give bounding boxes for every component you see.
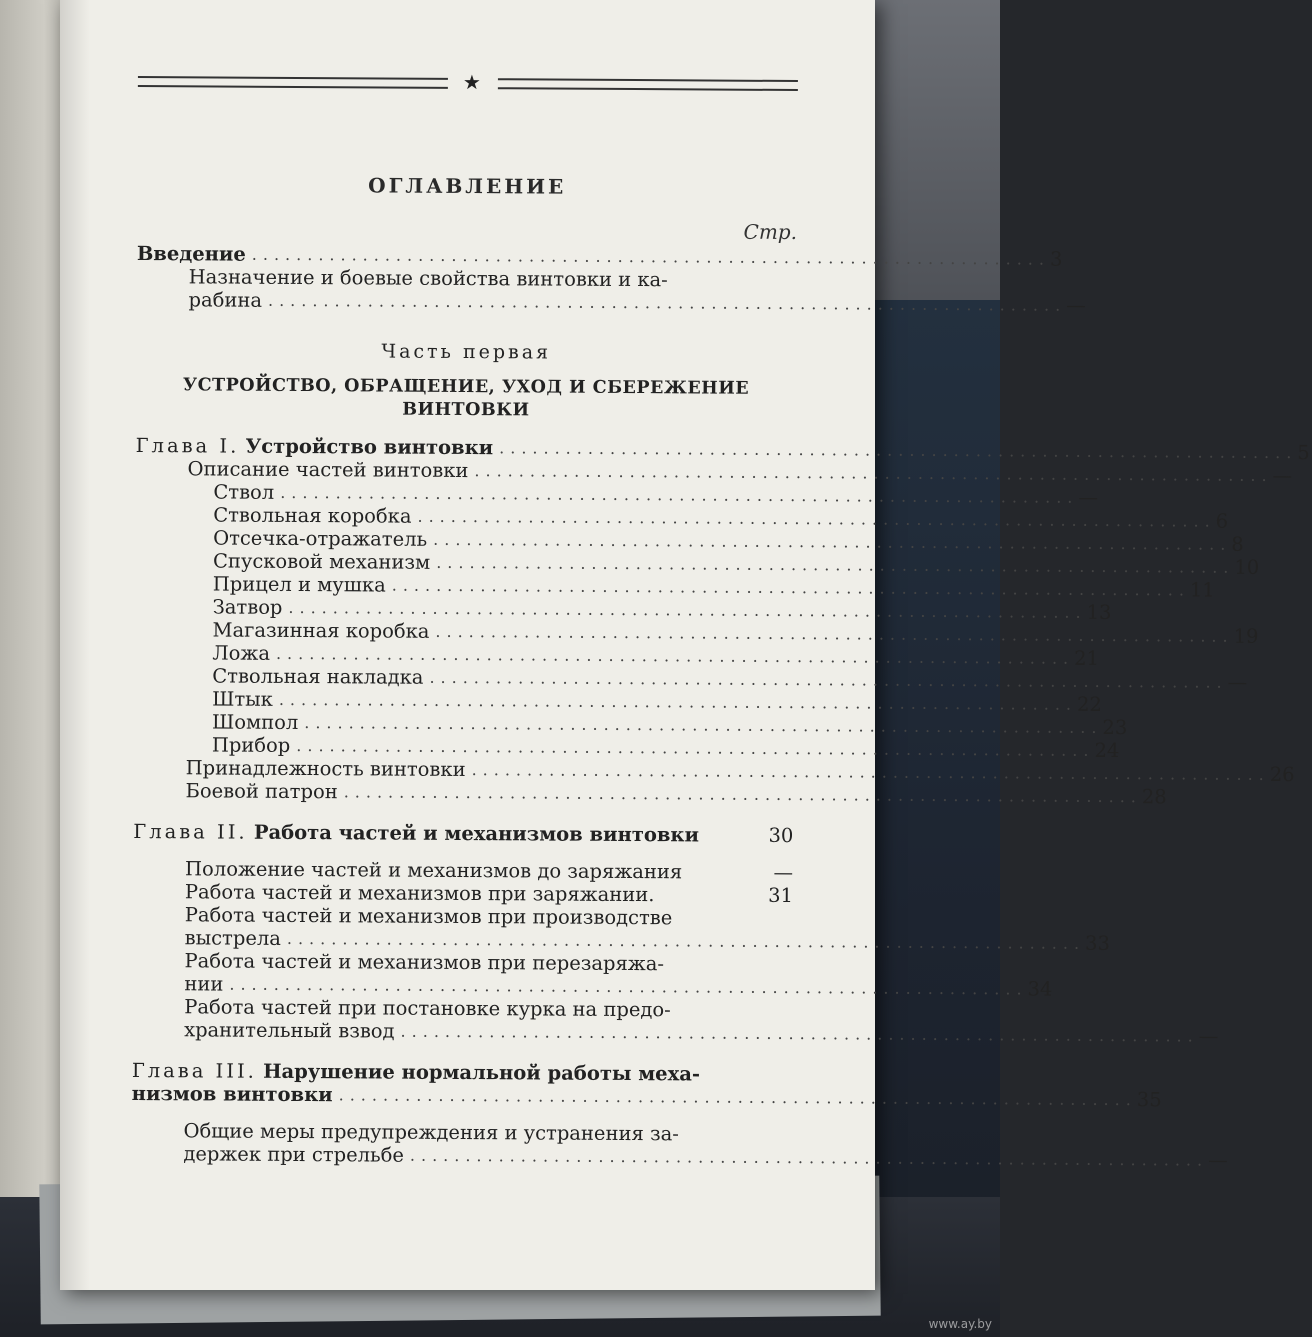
toc-page-number: 31 [768,883,794,908]
toc-entry-text: Спусковой механизм [212,549,431,574]
chapter-title: Работа частей и механизмов винтовки [253,820,700,847]
leader-dots: ........................................................................ [499,438,1298,463]
toc-page-number: 22 [1076,692,1102,716]
toc-chapter-3[interactable] [131,1058,1162,1112]
page-title: ОГЛАВЛЕНИЕ [368,173,567,199]
toc-page-number: 21 [1074,646,1100,670]
part-title-line2: ВИНТОВКИ [402,399,530,421]
chapter-title: Устройство винтовки [245,434,494,460]
toc-chapter-heading [136,434,494,459]
toc-entry-text: Ствол [213,480,275,504]
leader-dots: ........................................................................ [436,552,1235,577]
leader-dots: ........................................................................ [278,689,1078,714]
toc-entry-text-line1: Работа частей и механизмов при перезаряжа- [184,949,665,976]
toc-page-number: — [773,860,794,885]
watermark: www.ay.by [928,1317,992,1331]
toc-entry-text: Ствольная накладка [212,664,424,689]
toc-entry[interactable] [132,949,1053,1001]
chapter-title-line2: низмов винтовки [131,1081,333,1107]
toc-entry-intro-purpose[interactable] [137,265,1086,317]
header-double-rule-left [138,76,448,89]
toc-page-number: 30 [768,823,794,848]
chapter-1-items [134,457,1295,809]
toc-entry-text-line2: рабина [188,288,263,312]
table-background-top [860,0,1000,330]
toc-entry-text-line1: Работа частей при постановке курка на предо- [184,995,671,1022]
toc-entry-text: Прицел и мушка [212,572,386,597]
toc-entry-text: Введение [136,241,246,266]
leader-dots: ........................................................................ [286,928,1086,953]
toc-page-number: 23 [1102,715,1128,740]
leader-dots: ........................................................................ [471,760,1270,784]
toc-entry-text-line2: хранительный взвод [184,1018,395,1043]
leader-dots: ........................................................................ [391,575,1191,600]
toc-entry-text-line2: нии [184,972,224,996]
toc-list [131,241,1310,1172]
toc-page-number: — [1198,1024,1219,1048]
toc-entry-text: Магазинная коробка [212,618,430,643]
leader-dots: ........................................................................ [267,290,1067,315]
toc-entry-text-line1: Работа частей и механизмов при производстве [184,903,673,930]
leader-dots: ........................................................................ [435,621,1234,646]
toc-page-number: 13 [1086,600,1112,624]
toc-entry-text: Боевой патрон [185,779,338,804]
leader-dots: ........................................................................ [304,713,1103,737]
toc-page-number: 26 [1269,762,1295,787]
part-title [136,374,796,424]
toc-entry[interactable] [134,779,1167,809]
toc-entry-text: Ложа [212,641,271,665]
toc-entry-text: Положение частей и механизмов до заряжания [185,857,683,884]
toc-page-number: 10 [1234,555,1260,579]
chapter-prefix: Глава II. [133,819,248,844]
leader-dots: ........................................................................ [417,506,1216,531]
toc-page-number: 8 [1231,532,1244,556]
toc-entry-text: Затвор [212,595,283,619]
star-icon: ★ [462,69,481,95]
leader-dots: ........................................................................ [474,461,1273,485]
toc-entry-text: Работа частей и механизмов при заряжании. [184,880,655,907]
toc-entry-text: Описание частей винтовки [187,457,469,483]
header-double-rule-right [498,78,798,91]
toc-page-number: 34 [1027,977,1053,1001]
leader-dots: ........................................................................ [429,667,1228,692]
toc-content [131,66,1310,1172]
toc-entry-text-line1: Назначение и боевые свойства винтовки и ка- [188,265,668,292]
leader-dots: ........................................................................ [409,1145,1209,1170]
leader-dots: ........................................................................ [229,974,1028,999]
leader-dots: ........................................................................ [343,782,1142,807]
toc-page-number: 3 [1049,247,1063,271]
chapter-title-line1: Нарушение нормальной работы меха- [263,1059,701,1086]
chapter-2-items [132,857,1219,1048]
book-page [60,0,1310,1290]
part-label: Часть первая [381,340,552,364]
leader-dots: ........................................................................ [275,643,1075,668]
toc-page-number: — [1078,485,1098,509]
toc-chapter-2[interactable] [133,820,793,847]
toc-page-number: 28 [1141,785,1167,809]
page-column-label: Стр. [743,219,798,245]
toc-entry[interactable] [133,903,1110,955]
leader-dots: ........................................................................ [433,529,1232,554]
leader-dots: ........................................................................ [280,482,1079,507]
toc-page-number: — [1272,463,1293,488]
header-ornament [138,66,798,100]
leader-dots: ........................................................................ [296,735,1095,760]
toc-entry-text-line1: Общие меры предупреждения и устранения за- [183,1119,679,1146]
chapter-3-items [131,1119,1228,1172]
toc-page-number: — [1066,293,1086,317]
toc-entry-text: Принадлежность винтовки [185,756,466,782]
toc-entry-text: Ствольная коробка [213,503,412,528]
toc-entry-text: Прибор [211,733,291,757]
toc-chapter-heading [133,820,699,846]
chapter-prefix: Глава I. [135,433,240,458]
toc-page-number: 5 [1297,441,1310,465]
toc-entry-text: Отсечка-отражатель [213,526,428,551]
toc-page-number: — [1227,670,1248,694]
toc-page-number: 19 [1233,624,1259,648]
toc-page-number: 6 [1215,509,1229,533]
leader-dots: ........................................................................ [288,597,1087,622]
toc-entry-text-line2: выстрела [184,926,281,950]
toc-page-number: 35 [1136,1088,1162,1112]
toc-entry-text: Штык [212,687,273,711]
toc-page-number: 33 [1085,931,1110,955]
toc-entry[interactable] [132,995,1219,1048]
leader-dots: ........................................................................ [338,1085,1137,1110]
toc-entry[interactable] [131,1119,1228,1172]
toc-entry-text: Шомпол [211,710,299,734]
toc-entry-text-line2: держек при стрельбе [183,1142,405,1167]
toc-page-number: 24 [1094,738,1120,763]
leader-dots: ........................................................................ [400,1021,1199,1046]
chapter-prefix: Глава III. [131,1058,257,1083]
leader-dots: ........................................................................ [251,244,1051,269]
part-title-line1: УСТРОЙСТВО, ОБРАЩЕНИЕ, УХОД И СБЕРЕЖЕНИЕ [182,375,750,399]
toc-page-number: — [1208,1148,1228,1172]
toc-page-number: 11 [1189,578,1215,602]
